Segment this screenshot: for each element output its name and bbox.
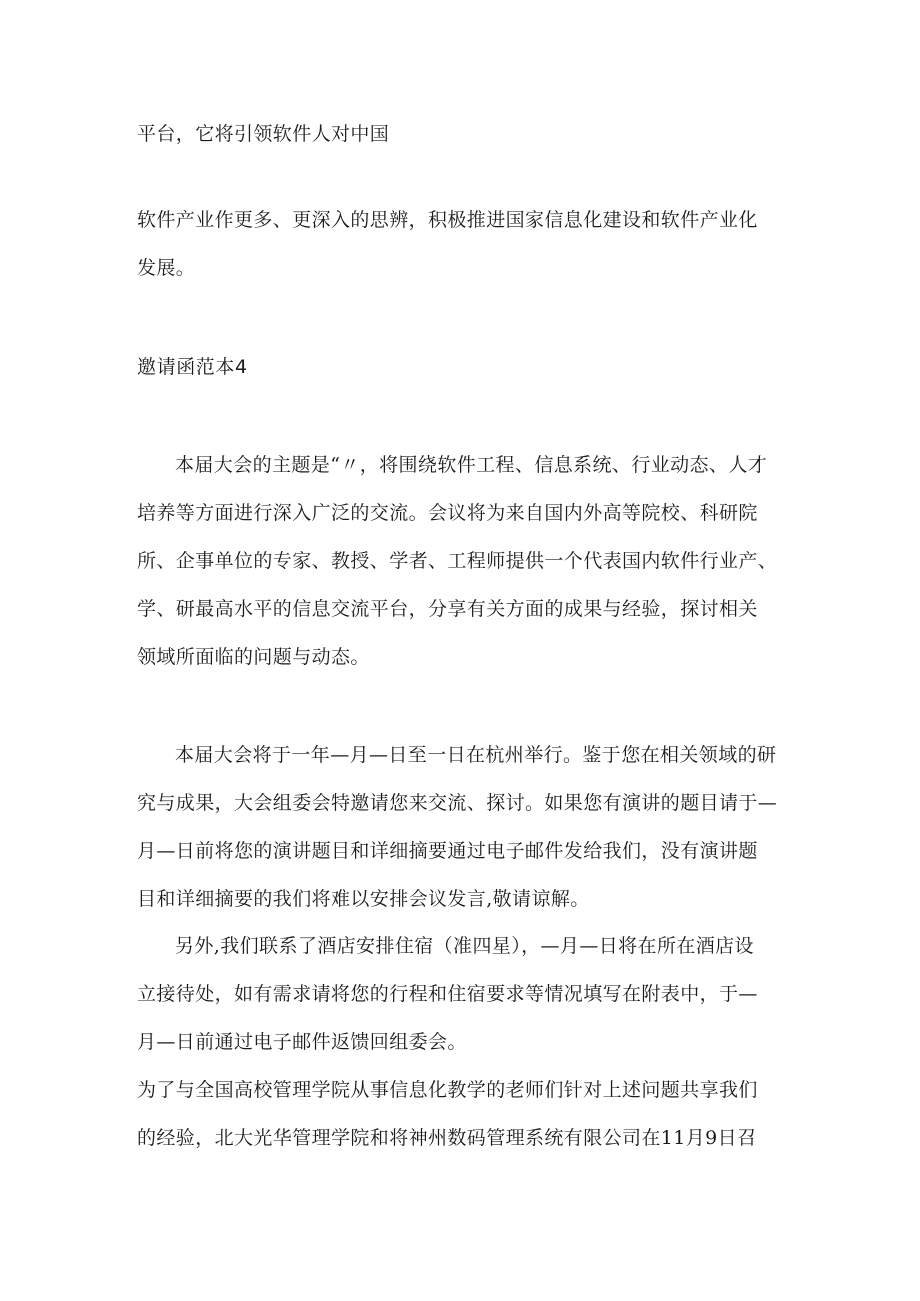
text-line: 的经验，北大光华管理学院和将神州数码管理系统有限公司在11月9日召	[137, 1127, 757, 1149]
text-line: 培养等方面进行深入广泛的交流。会议将为来自国内外高等院校、科研院	[137, 502, 758, 524]
text-line: 本届大会将于一年—月—日至一日在杭州举行。鉴于您在相关领域的研	[175, 744, 777, 766]
text-line: 立接待处，如有需求请将您的行程和住宿要求等情况填写在附表中，于—	[137, 983, 758, 1005]
text-line: 领域所面临的问题与动态。	[137, 646, 370, 668]
text-line: 所、企事单位的专家、教授、学者、工程师提供一个代表国内软件行业产、	[137, 550, 778, 572]
text-line: 月—日前通过电子邮件返馈回组委会。	[137, 1031, 467, 1053]
text-line: 为了与全国高校管理学院从事信息化教学的老师们针对上述问题共享我们	[137, 1079, 758, 1101]
text-line: 软件产业作更多、更深入的思辨，积极推进国家信息化建设和软件产业化	[137, 209, 758, 231]
text-line: 发展。	[137, 257, 196, 279]
text-line: 学、研最高水平的信息交流平台，分享有关方面的成果与经验，探讨相关	[137, 598, 758, 620]
text-line: 究与成果，大会组委会特邀请您来交流、探讨。如果您有演讲的题目请于—	[137, 792, 778, 814]
text-line: 另外,我们联系了酒店安排住宿（准四星），—月—日将在所在酒店设	[175, 935, 754, 957]
text-line: 目和详细摘要的我们将难以安排会议发言,敬请谅解。	[137, 888, 590, 910]
text-line: 月—日前将您的演讲题目和详细摘要通过电子邮件发给我们，没有演讲题	[137, 840, 758, 862]
text-line: 平台，它将引领软件人对中国	[137, 123, 390, 145]
section-heading: 邀请函范本4	[137, 356, 248, 378]
text-line: 本届大会的主题是“〃，将围绕软件工程、信息系统、行业动态、人才	[175, 454, 768, 476]
